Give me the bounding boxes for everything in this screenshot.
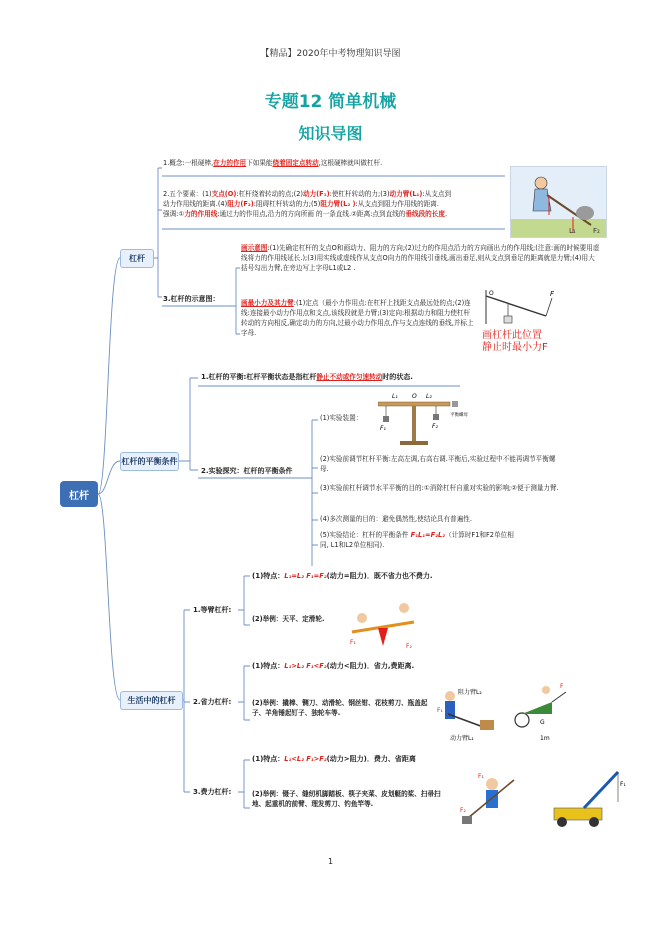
equal-arm-feature: (1)特点：L₁=L₂ F₁=F₂(动力=阻力)．既不省力也不费力. [252,572,433,580]
wheelbarrow-f-label: F [560,683,564,690]
save-effort-example: (2)举例：撬棒、铡刀、动滑轮、钢丝钳、花枝剪刀、瓶盖起子、羊角锤起钉子、独轮车等. [252,699,428,717]
balance-item-4: (4)多次测量的目的：避免偶然性,使结论具有普遍性. [320,515,472,523]
min-force-method: 画最小力及其力臂:(1)定点（最小力作用点:在杠杆上找距支点最远处的点;(2)连线:连接最小动力作用点和支点,该线段就是力臂;(3)定向:根据动力和阻力使杠杆转动的方向相反,确定动力的方向,过最小动力作用点,作与支点连线的垂线,并标上字母. [241,299,474,337]
crane-f1-label: F₁ [620,781,626,788]
balance-l2-label: L₂ [426,393,432,400]
crowbar-illustration [436,684,502,744]
crowbar-f1-label: F₁ [437,707,443,714]
lever-worker-illustration [510,166,607,238]
balance-item-1: (1)实验装置： [320,414,363,422]
shovel-worker-illustration [458,770,530,830]
seesaw-illustration [348,596,418,652]
branch-lever: 杠杆 [120,249,154,268]
worker-f2-label: F₂ [593,227,600,235]
balance-experiment-label: 2.实验探究：杠杆的平衡条件 [201,467,293,475]
save-effort-feature: (1)特点：L₁>L₂ F₁<F₂(动力<阻力)．省力,费距离. [252,662,415,670]
cost-effort-example: (2)举例：镊子、缝纫机脚踏板、筷子夹菜、皮划艇的桨、扫帚扫地、起重机的前臂、理发剪刀、钓鱼竿等. [252,790,441,808]
balance-item-2: (2)实验前调节杠杆平衡:左高左调,右高右调.平衡后,实验过程中不能再调节平衡螺母. [320,455,556,473]
save-effort-label: 2.省力杠杆: [193,698,232,706]
root-node: 杠杆 [60,481,98,507]
wheelbarrow-illustration [512,680,570,744]
min-force-caption: 画杠杆此位置 静止时最小力F [482,330,548,353]
branch-balance: 杠杆的平衡条件 [120,452,179,471]
lever-concept: 1.概念:一根硬棒,在力的作用下如果能绕着固定点转动,这根硬棒就叫做杠杆. [163,159,383,167]
balance-f1-label: F₁ [380,425,386,432]
branch-life-levers: 生活中的杠杆 [120,691,183,710]
balance-item-3: (3)实验前杠杆调节水平平衡的目的:①消除杠杆自重对实验的影响;②便于测量力臂. [320,484,559,492]
page-subtitle: 知识导图 [298,124,363,143]
wheelbarrow-g-label: G [540,719,545,726]
balance-l1-label: L₁ [392,393,398,400]
worker-l1-label: L₁ [569,227,576,235]
wheelbarrow-1m-label: 1m [540,735,550,742]
lever-diagram-label: 3.杠杆的示意图： [163,295,220,303]
equal-arm-label: 1.等臂杠杆: [193,606,232,614]
min-force-f-label: F [550,290,555,298]
seesaw-f2-label: F₂ [406,643,412,650]
seesaw-f1-label: F₁ [350,639,356,646]
balance-nut-label: 平衡螺母 [450,413,468,418]
min-force-o-label: O [489,290,494,297]
balance-item-5: (5)实验结论：杠杆的平衡条件 F₁L₁=F₂L₂（计算时F1和F2单位相同, L1和L2单位相同). [320,531,514,549]
equal-arm-example: (2)举例：天平、定滑轮. [252,615,325,623]
page-header: 【精品】2020年中考物理知识导图 [260,49,401,59]
shovel-f2-label: F₂ [460,807,466,814]
crowbar-resistance-arm-label: 阻力臂L₂ [458,689,482,696]
draw-diagram-method: 画示意图:(1)先确定杠杆的支点O和画动力、阻力的方向;(2)过力的作用点沿力的方向画出力的作用线;(注意:画的时候要用虚线将力的作用线延长.);(3)用实线或虚线作从支点O向力的作用线引垂线,画出垂足,则从支点到垂足的距离就是力臂;(4)用大括号勾出力臂,在旁边写上字母L1或L2 . [241,244,600,272]
balance-f2-label: F₂ [432,423,438,430]
page-number: 1 [327,857,334,866]
lever-elements: 2.五个要素：(1)支点(O):杠杆绕着转动的点;(2)动力(F₁):使杠杆转动的力;(3)动力臂(L₁):从支点到 动力作用线的距离.(4)阻力(F₂):阻碍杠杆转动的力;(5)阻力臂(L₂ ):从支点到阻力作用线的距离. 强调:①力的作用线:通过力的作用点,沿力的方向所画 的一条直线.②距离:点到直线的垂线段的长度. [163,190,452,218]
min-force-diagram [480,286,558,328]
balance-o-label: O [412,393,417,400]
cost-effort-label: 3.费力杠杆: [193,788,232,796]
cost-effort-feature: (1)特点：L₁<L₂ F₁>F₂(动力>阻力)．费力、省距离 [252,755,416,763]
shovel-f1-label: F₁ [478,773,484,780]
balance-apparatus-illustration [378,388,470,446]
crowbar-effort-arm-label: 动力臂L₁ [450,735,474,742]
crane-illustration [548,766,628,830]
balance-definition: 1.杠杆的平衡:杠杆平衡状态是指杠杆静止不动或作匀速转动时的状态. [201,373,413,381]
page-title: 专题12 简单机械 [264,92,397,112]
